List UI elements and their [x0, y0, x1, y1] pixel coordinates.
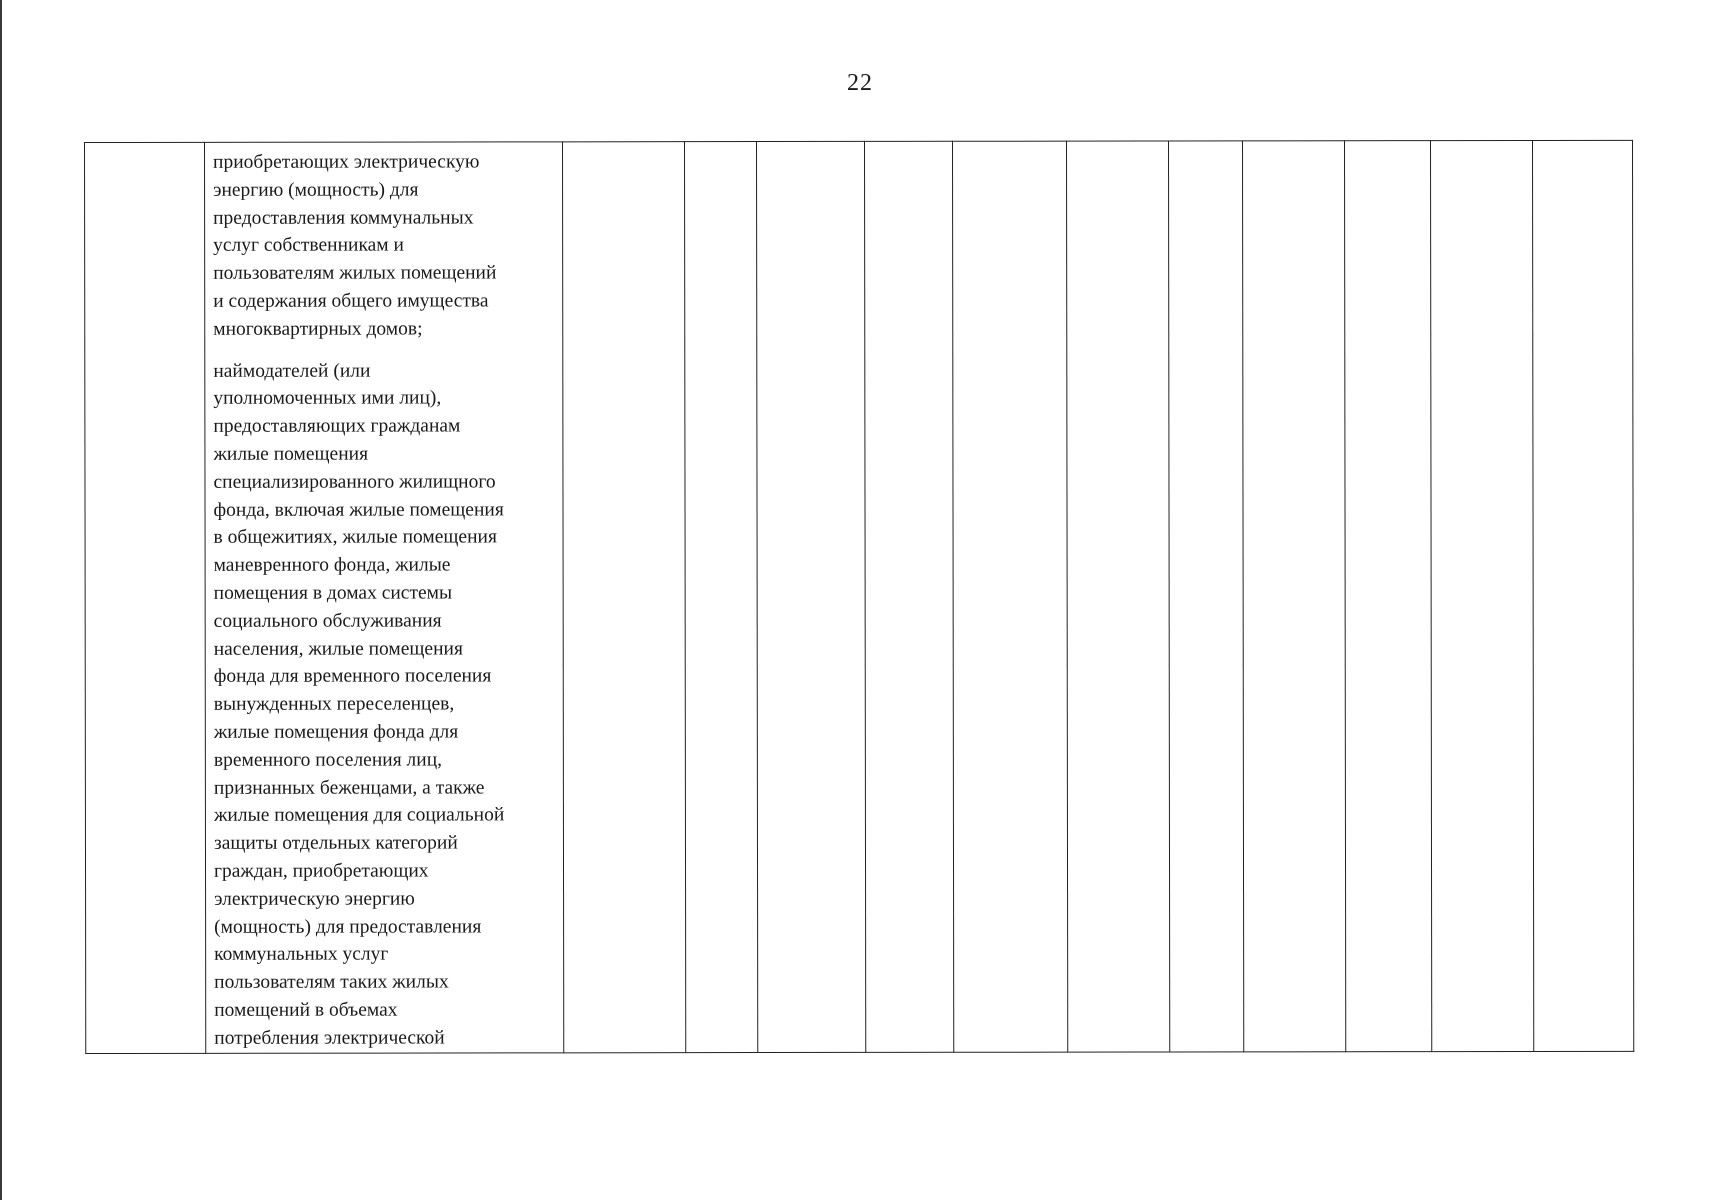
- table-cell-description: [205, 142, 564, 1053]
- table-cell-empty: [1066, 141, 1169, 1052]
- table-cell-empty: [1430, 140, 1533, 1051]
- paragraph-text: приобретающих электрическую энергию (мощность) для предоставления коммунальных услуг собственникам и пользователям жилых помещений и содержания общего имущества многоквартирных домов;: [213, 151, 497, 340]
- paragraph-text: наймодателей (или уполномоченных ими лиц), предоставляющих гражданам жилые помещения специализированного жилищного фонда, включая жилые помещения в общежитиях, жилые помещения маневренного фонда, жилые помещения в домах системы социального обслуживания населения, жилые помещения фонда для временного поселения вынужденных переселенцев, жилые помещения фонда для временного поселения лиц, признанных беженцами, а также жилые помещения для социальной защиты отдельных категорий граждан, приобретающих электрическую энергию (мощность) для предоставления коммунальных услуг пользователям таких жилых помещений в объемах потребления электрической: [213, 360, 505, 1049]
- table-cell-empty: [1532, 140, 1633, 1051]
- table-cell-empty: [952, 141, 1067, 1052]
- table-cell-empty: [85, 142, 206, 1053]
- table-cell-empty: [1344, 141, 1431, 1052]
- table-cell-empty: [1168, 141, 1243, 1052]
- document-table: [84, 140, 1634, 1054]
- table-cell-empty: [563, 142, 686, 1053]
- table-row: [85, 140, 1634, 1053]
- table-cell-empty: [864, 141, 953, 1052]
- scan-edge-line: [0, 0, 2, 1200]
- page-number: 22: [847, 70, 873, 96]
- table-cell-empty: [757, 141, 866, 1052]
- table-cell-empty: [1242, 141, 1345, 1052]
- table-cell-empty: [685, 142, 758, 1053]
